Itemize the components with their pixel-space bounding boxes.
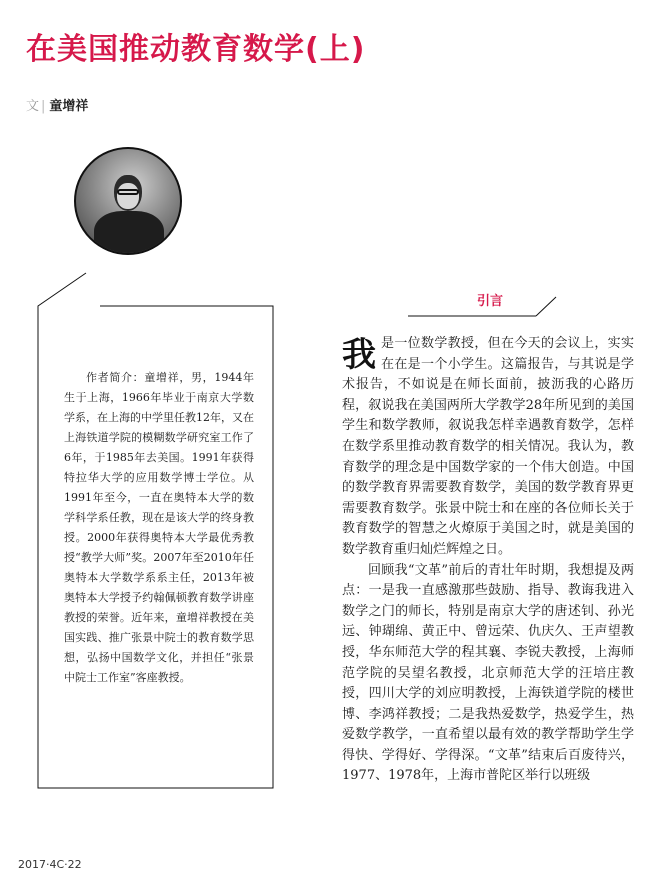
page-number: 2017·4C·22: [18, 858, 82, 871]
author-bio: 作者简介：童增祥，男，1944年生于上海，1966年毕业于南京大学数学系，在上海的中学里任教12年，又在上海铁道学院的模糊数学研究室工作了6年，于1985年去美国。1991年获得特拉华大学的应用数学博士学位。从1991年至今，一直在奥特本大学的数学科学系任教，现在是该大学的终身教授。2000年获得奥特本大学最优秀教授“教学大师”奖。2007年至2010年任奥特本大学数学系系主任，2013年被奥特本大学授予约翰佩顿教育数学讲座教授的荣誉。近年来，童增祥教授在美国实践、推广张景中院士的教育数学思想，弘扬中国数学文化，并担任“张景中院士工作室”客座教授。: [64, 371, 254, 684]
paragraph-1: [342, 334, 634, 561]
intro-heading: 引言: [476, 294, 503, 309]
article-title: 在美国推动教育数学(上): [26, 32, 366, 67]
author-name: 童增祥: [49, 99, 89, 114]
article-body: [342, 334, 634, 787]
byline-separator: |: [41, 99, 46, 114]
paragraph-1-text: 是一位数学教授，但在今天的会议上，实实在在是一个小学生。这篇报告，与其说是学术报告，不如说是在师长面前，披沥我的心路历程，叙说我在美国两所大学教学28年所见到的美国学生和数学教师，叙说我怎样幸遇教育数学，怎样在数学系里推动教育数学的相关情况。我认为，教育数学的理念是中国数学家的一个伟大创造。中国的数学教育界需要教育数学，美国的数学教育界更需要教育数学。张景中院士和在座的各位师长关于教育数学的智慧之火燎原于美国之时，就是美国的数学教育重归灿烂辉煌之日。: [342, 336, 634, 557]
byline-label: 文: [26, 99, 40, 114]
drop-cap: 我: [342, 335, 376, 375]
paragraph-2: 回顾我“文革”前后的青壮年时期，我想提及两点：一是我一直感激那些鼓励、指导、教诲我进入数学之门的师长，特别是南京大学的唐述钊、孙光远、钟瑚绵、黄正中、曾远荣、仇庆久、王声望教授，华东师范大学的程其襄、李锐夫教授，上海师范学院的吴望名教授，北京师范大学的汪培庄教授，四川大学的刘应明教授，上海铁道学院的楼世博、李鸿祥教授；二是我热爱数学，热爱学生，热爱数学教学，一直希望以最有效的教学帮助学生学得快、学得好、学得深。“文革”结束后百废待兴，1977、1978年，上海市普陀区举行以班级: [342, 562, 634, 784]
